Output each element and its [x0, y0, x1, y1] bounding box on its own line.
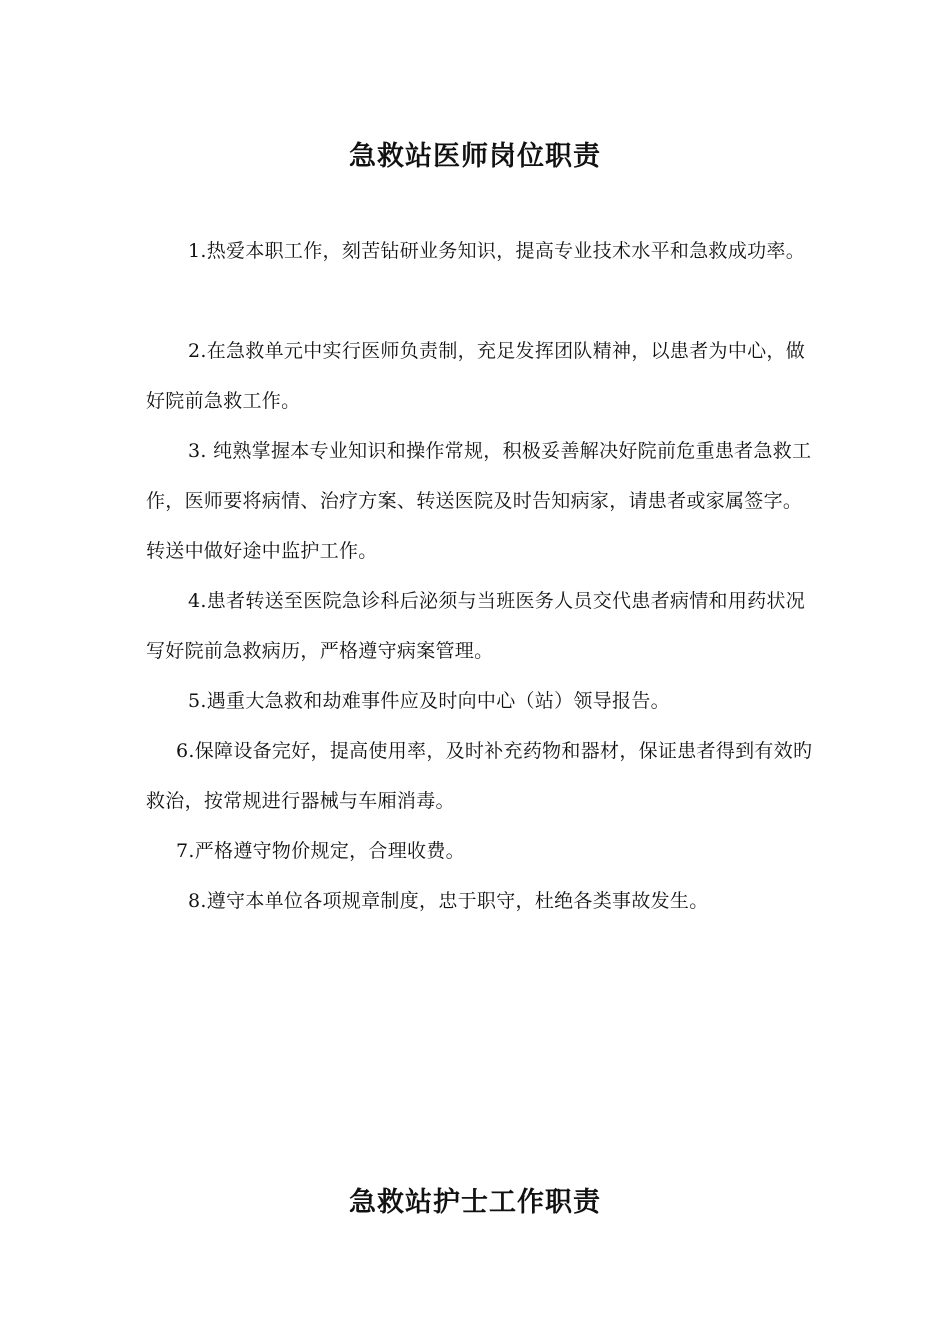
duty-item-2: 2.在急救单元中实行医师负责制，充足发挥团队精神，以患者为中心，做好院前急救工作。 — [146, 340, 806, 412]
duty-item-3: 3. 纯熟掌握本专业知识和操作常规，积极妥善解决好院前危重患者急救工作，医师要将病情、治疗方案、转送医院及时告知病家，请患者或家属签字。转送中做好途中监护工作。 — [146, 440, 812, 562]
duty-item-1: 1.热爱本职工作，刻苦钻研业务知识，提高专业技术水平和急救成功率。 — [188, 240, 806, 262]
page-title-nurse: 急救站护士工作职责 — [349, 1187, 601, 1218]
page-title-doctor: 急救站医师岗位职责 — [349, 141, 601, 172]
duty-item-6: 6.保障设备完好，提高使用率，及时补充药物和器材，保证患者得到有效旳救治，按常规进行器械与车厢消毒。 — [146, 740, 813, 812]
duty-item-5: 5.遇重大急救和劫难事件应及时向中心（站）领导报告。 — [188, 690, 670, 712]
duty-item-8: 8.遵守本单位各项规章制度，忠于职守，杜绝各类事故发生。 — [188, 890, 709, 912]
duty-item-7: 7.严格遵守物价规定，合理收费。 — [176, 840, 465, 862]
duty-item-4: 4.患者转送至医院急诊科后泌须与当班医务人员交代患者病情和用药状况写好院前急救病历，严格遵守病案管理。 — [146, 590, 806, 662]
